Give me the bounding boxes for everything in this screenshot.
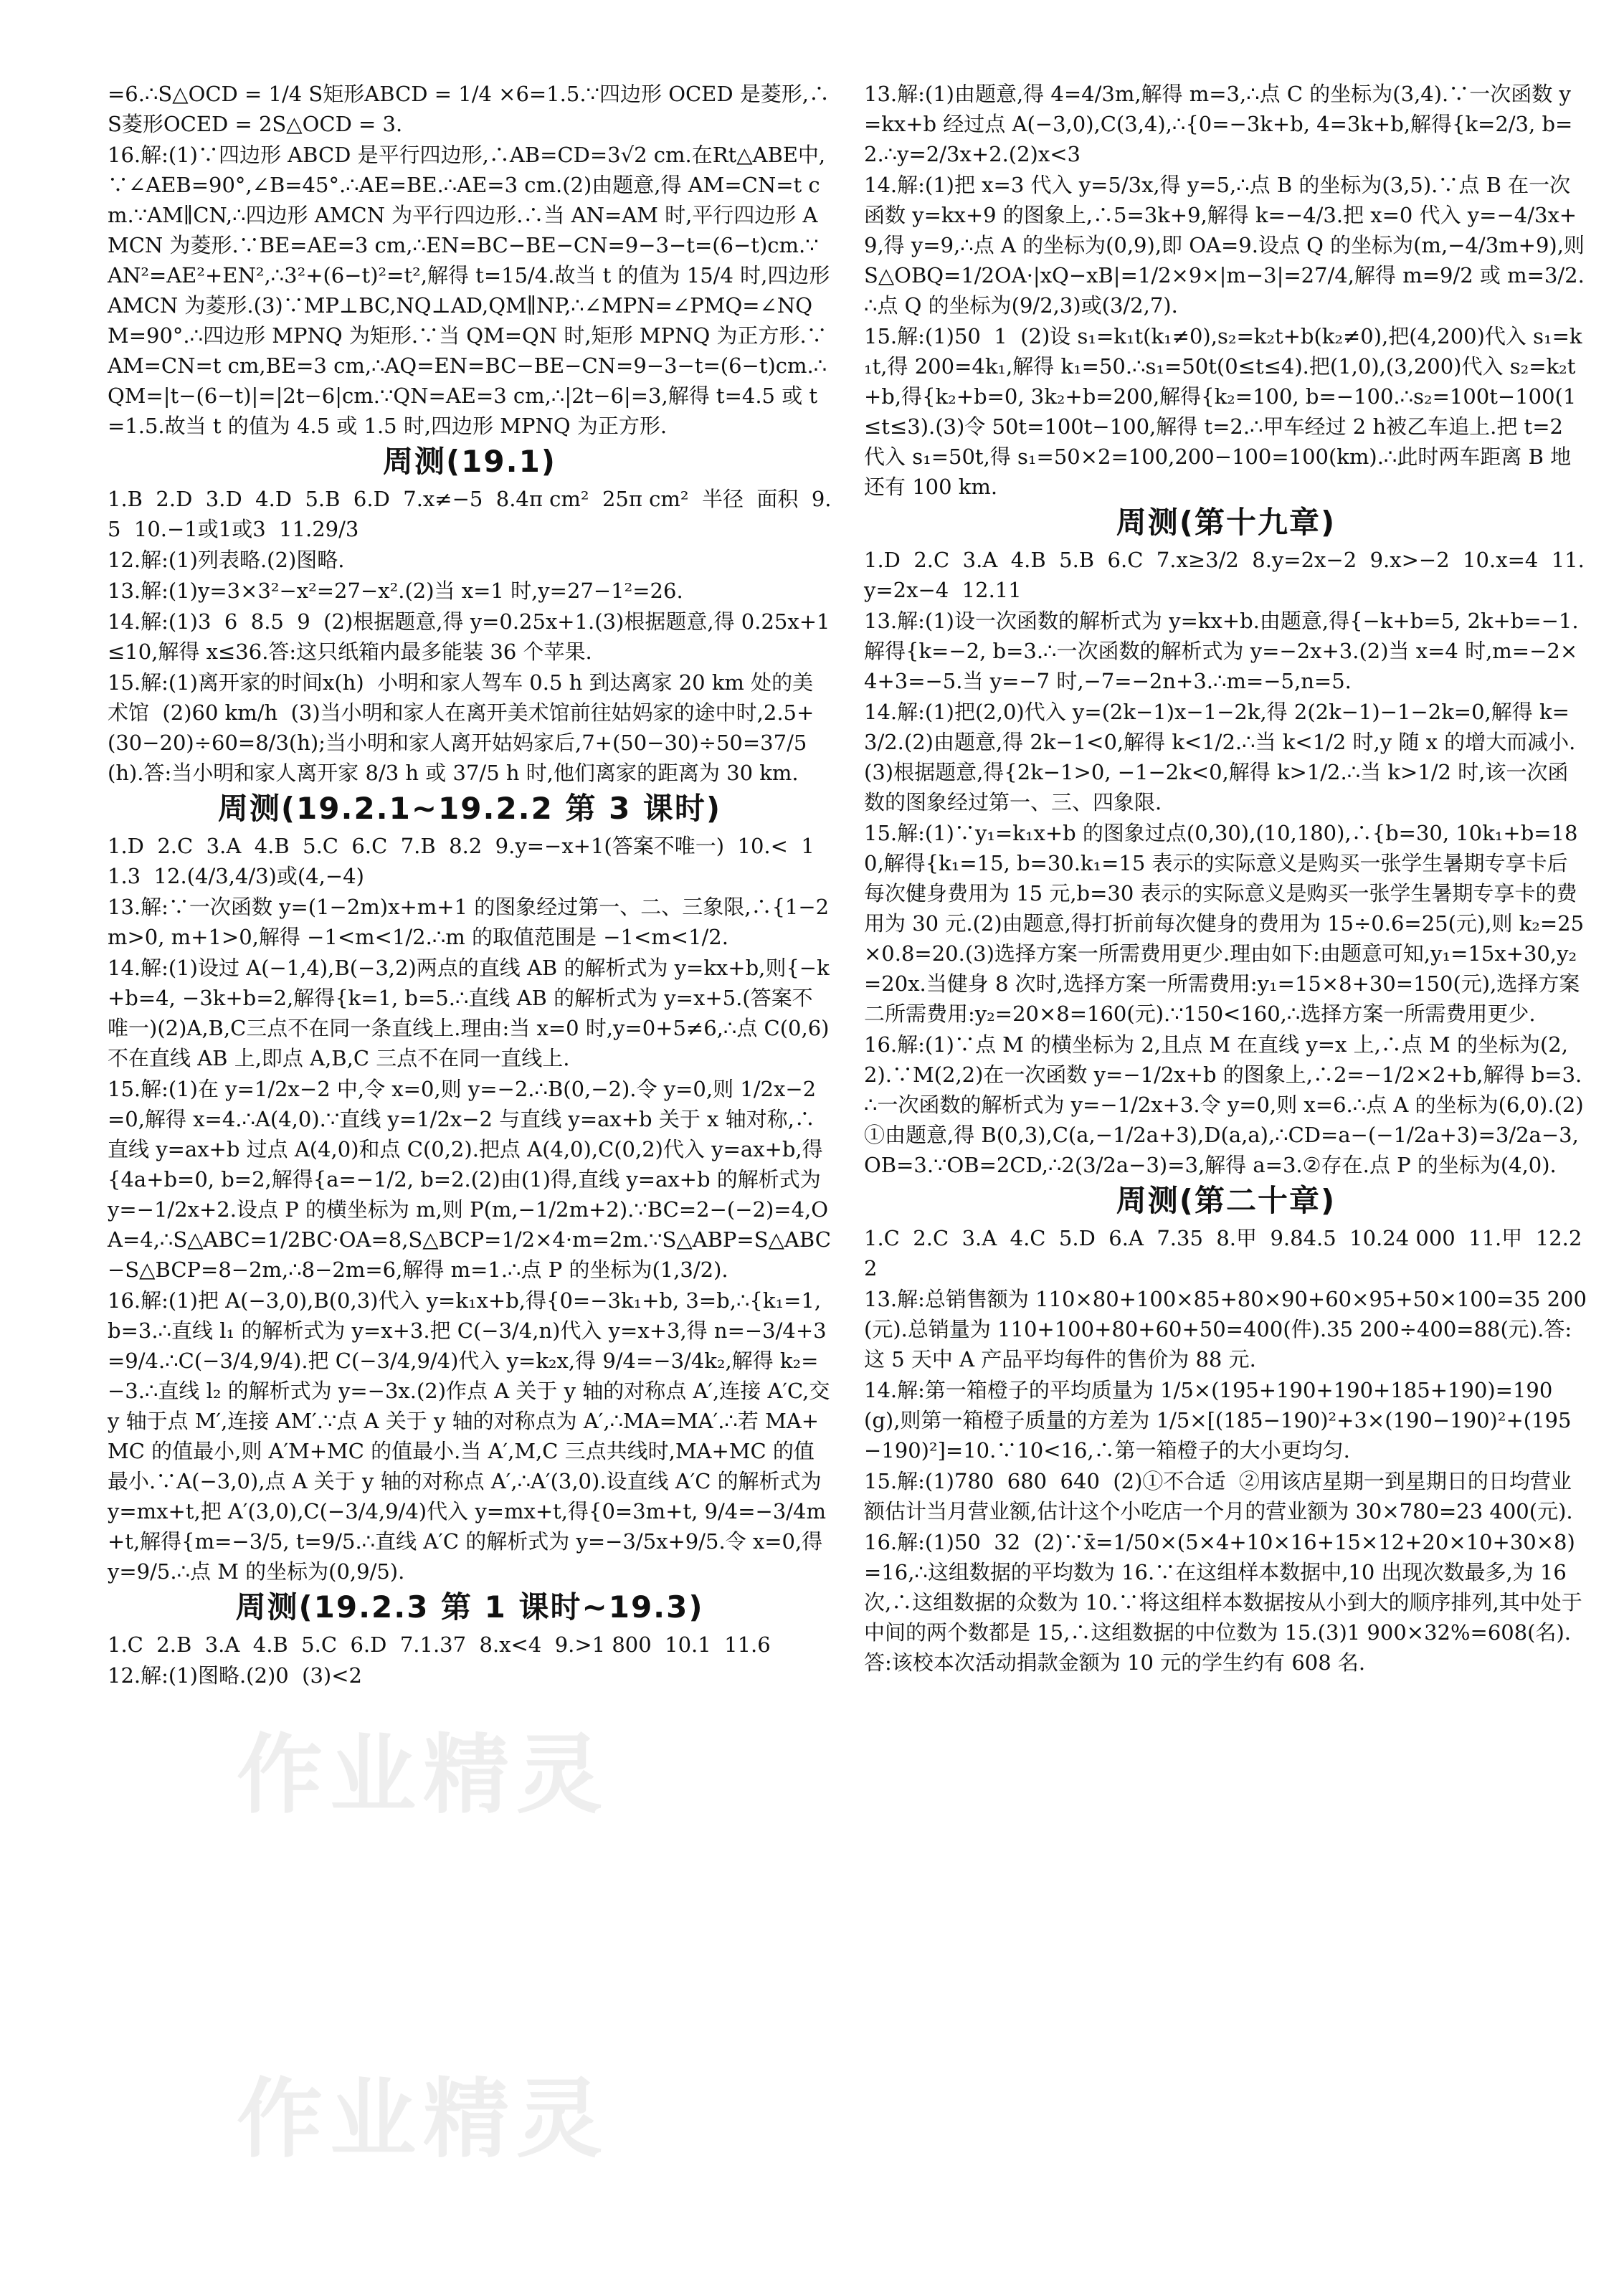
watermark-1: 作业精灵 xyxy=(237,1726,609,1825)
answer-paragraph: 16.解:(1)∵四边形 ABCD 是平行四边形,∴AB=CD=3√2 cm.在Rt△ABE中,∵∠AEB=90°,∠B=45°.∴AE=BE.∴AE=3 cm.(2)由题意,得 AM=CN=t cm.∵AM∥CN,∴四边形 AMCN 为平行四边形.∴当 AN=AM 时,平行四边形 AMCN 为菱形.∵BE=AE=3 cm,∴EN=BC−BE−CN=9−3−t=(6−t)cm.∵AN²=AE²+EN²,∴3²+(6−t)²=t²,解得 t=15/4.故当 t 的值为 15/4 时,四边形 AMCN 为菱形.(3)∵MP⊥BC,NQ⊥AD,QM∥NP,∴∠MPN=∠PMQ=∠NQM=90°.∴四边形 MPNQ 为矩形.∵当 QM=QN 时,矩形 MPNQ 为正方形.∵AM=CN=t cm,BE=3 cm,∴AQ=EN=BC−BE−CN=9−3−t=(6−t)cm.∴QM=|t−(6−t)|=|2t−6|cm.∵QN=AE=3 cm,∴|2t−6|=3,解得 t=4.5 或 t=1.5.故当 t 的值为 4.5 或 1.5 时,四边形 MPNQ 为正方形. xyxy=(108,143,837,438)
answer-paragraph: 1.C 2.C 3.A 4.C 5.D 6.A 7.35 8.甲 9.84.5 10.24 000 11.甲 12.22 xyxy=(864,1226,1582,1280)
answer-paragraph: 12.解:(1)列表略.(2)图略. xyxy=(108,548,345,572)
section-heading: 周测(第十九章) xyxy=(1116,505,1336,540)
answer-paragraph: 13.解:(1)由题意,得 4=4/3m,解得 m=3,∴点 C 的坐标为(3,4).∵一次函数 y=kx+b 经过点 A(−3,0),C(3,4),∴{0=−3k+b, 4=3k+b,解得{k=2/3, b=2.∴y=2/3x+2.(2)x<3 xyxy=(864,82,1573,166)
answer-paragraph: 15.解:(1)∵y₁=k₁x+b 的图象过点(0,30),(10,180),∴{b=30, 10k₁+b=180,解得{k₁=15, b=30.k₁=15 表示的实际意义是购买一张学生暑期专享卡后每次健身费用为 15 元,b=30 表示的实际意义是购买一张学生暑期专享卡的费用为 30 元.(2)由题意,得打折前每次健身的费用为 15÷0.6=25(元),则 k₂=25×0.8=20.(3)选择方案一所需费用更少.理由如下:由题意可知,y₁=15x+30,y₂=20x.当健身 8 次时,选择方案一所需费用:y₁=15×8+30=150(元),选择方案二所需费用:y₂=20×8=160(元).∵150<160,∴选择方案一所需费用更少. xyxy=(864,821,1585,1026)
answer-paragraph: 16.解:(1)把 A(−3,0),B(0,3)代入 y=k₁x+b,得{0=−3k₁+b, 3=b,∴{k₁=1, b=3.∴直线 l₁ 的解析式为 y=x+3.把 C(−3/4,n)代入 y=x+3,得 n=−3/4+3=9/4.∴C(−3/4,9/4).把 C(−3/4,9/4)代入 y=k₂x,得 9/4=−3/4k₂,解得 k₂=−3.∴直线 l₂ 的解析式为 y=−3x.(2)作点 A 关于 y 轴的对称点 A′,连接 A′C,交 y 轴于点 M′,连接 AM′.∵点 A 关于 y 轴的对称点为 A′,∴MA=MA′.∴若 MA+MC 的值最小,则 A′M+MC 的值最小.当 A′,M,C 三点共线时,MA+MC 的值最小.∵A(−3,0),点 A 关于 y 轴的对称点 A′,∴A′(3,0).设直线 A′C 的解析式为 y=mx+t,把 A′(3,0),C(−3/4,9/4)代入 y=mx+t,得{0=3m+t, 9/4=−3/4m+t,解得{m=−3/5, t=9/5.∴直线 A′C 的解析式为 y=−3/5x+9/5.令 x=0,得 y=9/5.∴点 M 的坐标为(0,9/5). xyxy=(108,1288,837,1584)
section-heading: 周测(19.2.1~19.2.2 第 3 课时) xyxy=(217,791,722,826)
section-heading: 周测(第二十章) xyxy=(1116,1183,1336,1218)
answer-paragraph: 1.C 2.B 3.A 4.B 5.C 6.D 7.1.37 8.x<4 9.>1 800 10.1 11.6 xyxy=(108,1632,771,1657)
answer-paragraph: 16.解:(1)∵点 M 的横坐标为 2,且点 M 在直线 y=x 上,∴点 M 的坐标为(2,2).∵M(2,2)在一次函数 y=−1/2x+b 的图象上,∴2=−1/2×2+b,解得 b=3.∴一次函数的解析式为 y=−1/2x+3.令 y=0,则 x=6.∴点 A 的坐标为(6,0).(2)①由题意,得 B(0,3),C(a,−1/2a+3),D(a,a),∴CD=a−(−1/2a+3)=3/2a−3,OB=3.∵OB=2CD,∴2(3/2a−3)=3,解得 a=3.②存在.点 P 的坐标为(4,0). xyxy=(864,1032,1584,1177)
answer-paragraph: 15.解:(1)离开家的时间x(h) 小明和家人驾车 0.5 h 到达离家 20 km 处的美术馆 (2)60 km/h (3)当小明和家人在离开美术馆前往姑妈家的途中时,2.5+(30−20)÷60=8/3(h);当小明和家人离开姑妈家后,7+(50−30)÷50=37/5(h).答:当小明和家人离开家 8/3 h 或 37/5 h 时,他们离家的距离为 30 km. xyxy=(108,670,815,785)
answer-paragraph: 1.D 2.C 3.A 4.B 5.B 6.C 7.x≥3/2 8.y=2x−2 9.x>−2 10.x=4 11.y=2x−4 12.11 xyxy=(864,548,1585,602)
answer-paragraph: 15.解:(1)780 680 640 (2)①不合适 ②用该店星期一到星期日的日均营业额估计当月营业额,估计这个小吃店一个月的营业额为 30×780=23 400(元). xyxy=(864,1469,1573,1523)
watermark-2: 作业精灵 xyxy=(237,2070,609,2169)
right-column xyxy=(864,79,1592,1678)
answer-paragraph: 15.解:(1)在 y=1/2x−2 中,令 x=0,则 y=−2.∴B(0,−2).令 y=0,则 1/2x−2=0,解得 x=4.∴A(4,0).∵直线 y=1/2x−2 与直线 y=ax+b 关于 x 轴对称,∴直线 y=ax+b 过点 A(4,0)和点 C(0,2).把点 A(4,0),C(0,2)代入 y=ax+b,得{4a+b=0, b=2,解得{a=−1/2, b=2.(2)由(1)得,直线 y=ax+b 的解析式为 y=−1/2x+2.设点 P 的横坐标为 m,则 P(m,−1/2m+2).∵BC=2−(−2)=4,OA=4,∴S△ABC=1/2BC·OA=8,S△BCP=1/2×4·m=2m.∵S△ABP=S△ABC−S△BCP=8−2m,∴8−2m=6,解得 m=1.∴点 P 的坐标为(1,3/2). xyxy=(108,1077,831,1282)
section-heading: 周测(19.2.3 第 1 课时~19.3) xyxy=(235,1589,704,1625)
section-heading: 周测(19.1) xyxy=(382,444,557,479)
answer-paragraph: 14.解:(1)设过 A(−1,4),B(−3,2)两点的直线 AB 的解析式为 y=kx+b,则{−k+b=4, −3k+b=2,解得{k=1, b=5.∴直线 AB 的解析式为 y=x+5.(答案不唯一)(2)A,B,C三点不在同一条直线上.理由:当 x=0 时,y=0+5≠6,∴点 C(0,6)不在直线 AB 上,即点 A,B,C 三点不在同一直线上. xyxy=(108,956,830,1070)
answer-paragraph: 14.解:(1)3 6 8.5 9 (2)根据题意,得 y=0.25x+1.(3)根据题意,得 0.25x+1≤10,解得 x≤36.答:这只纸箱内最多能装 36 个苹果. xyxy=(108,609,830,664)
left-column xyxy=(108,79,837,1691)
answer-paragraph: 14.解:(1)把 x=3 代入 y=5/3x,得 y=5,∴点 B 的坐标为(3,5).∵点 B 在一次函数 y=kx+9 的图象上,∴5=3k+9,解得 k=−4/3.把 x=0 代入 y=−4/3x+9,得 y=9,∴点 A 的坐标为(0,9),即 OA=9.设点 Q 的坐标为(m,−4/3m+9),则 S△OBQ=1/2OA·|xQ−xB|=1/2×9×|m−3|=27/4,解得 m=9/2 或 m=3/2.∴点 Q 的坐标为(9/2,3)或(3/2,7). xyxy=(864,173,1592,318)
answer-paragraph: 13.解:(1)设一次函数的解析式为 y=kx+b.由题意,得{−k+b=5, 2k+b=−1.解得{k=−2, b=3.∴一次函数的解析式为 y=−2x+3.(2)当 x=4 时,m=−2×4+3=−5.当 y=−7 时,−7=−2n+3.∴m=−5,n=5. xyxy=(864,609,1579,693)
answer-paragraph: 12.解:(1)图略.(2)0 (3)<2 xyxy=(108,1663,362,1688)
answer-paragraph: 13.解:总销售额为 110×80+100×85+80×90+60×95+50×100=35 200(元).总销量为 110+100+80+60+50=400(件).35 200÷400=88(元).答:这 5 天中 A 产品平均每件的售价为 88 元. xyxy=(864,1287,1587,1371)
answer-paragraph: 14.解:(1)把(2,0)代入 y=(2k−1)x−1−2k,得 2(2k−1)−1−2k=0,解得 k=3/2.(2)由题意,得 2k−1<0,解得 k<1/2.∴当 k<1/2 时,y 随 x 的增大而减小.(3)根据题意,得{2k−1>0, −1−2k<0,解得 k>1/2.∴当 k>1/2 时,该一次函数的图象经过第一、三、四象限. xyxy=(864,700,1576,814)
answer-paragraph: =6.∴S△OCD = 1/4 S矩形ABCD = 1/4 ×6=1.5.∵四边形 OCED 是菱形,∴S菱形OCED = 2S△OCD = 3. xyxy=(108,82,830,136)
answer-paragraph: 15.解:(1)50 1 (2)设 s₁=k₁t(k₁≠0),s₂=k₂t+b(k₂≠0),把(4,200)代入 s₁=k₁t,得 200=4k₁,解得 k₁=50.∴s₁=50t(0≤t≤4).把(1,0),(3,200)代入 s₂=k₂t+b,得{k₂+b=0, 3k₂+b=200,解得{k₂=100, b=−100.∴s₂=100t−100(1≤t≤3).(3)令 50t=100t−100,解得 t=2.∴甲车经过 2 h被乙车追上.把 t=2 代入 s₁=50t,得 s₁=50×2=100,200−100=100(km).∴此时两车距离 B 地还有 100 km. xyxy=(864,324,1582,499)
answer-paragraph: 13.解:(1)y=3×3²−x²=27−x².(2)当 x=1 时,y=27−1²=26. xyxy=(108,579,683,603)
answer-paragraph: 13.解:∵一次函数 y=(1−2m)x+m+1 的图象经过第一、二、三象限,∴{1−2m>0, m+1>0,解得 −1<m<1/2.∴m 的取值范围是 −1<m<1/2. xyxy=(108,895,830,949)
answer-paragraph: 16.解:(1)50 32 (2)∵x̄=1/50×(5×4+10×16+15×12+20×10+30×8)=16,∴这组数据的平均数为 16.∵在这组样本数据中,10 出现次数最多,为 16 次,∴这组数据的众数为 10.∵将这组样本数据按从小到大的顺序排列,其中处于中间的两个数都是 15,∴这组数据的中位数为 15.(3)1 900×32%=608(名).答:该校本次活动捐款金额为 10 元的学生约有 608 名. xyxy=(864,1530,1582,1675)
answer-paragraph: 1.B 2.D 3.D 4.D 5.B 6.D 7.x≠−5 8.4π cm² 25π cm² 半径 面积 9.5 10.−1或1或3 11.29/3 xyxy=(108,487,832,541)
answer-paragraph: 14.解:第一箱橙子的平均质量为 1/5×(195+190+190+185+190)=190(g),则第一箱橙子质量的方差为 1/5×[(185−190)²+3×(190−190)²+(195−190)²]=10.∵10<16,∴第一箱橙子的大小更均匀. xyxy=(864,1378,1572,1463)
answer-paragraph: 1.D 2.C 3.A 4.B 5.C 6.C 7.B 8.2 9.y=−x+1(答案不唯一) 10.< 11.3 12.(4/3,4/3)或(4,−4) xyxy=(108,834,815,888)
